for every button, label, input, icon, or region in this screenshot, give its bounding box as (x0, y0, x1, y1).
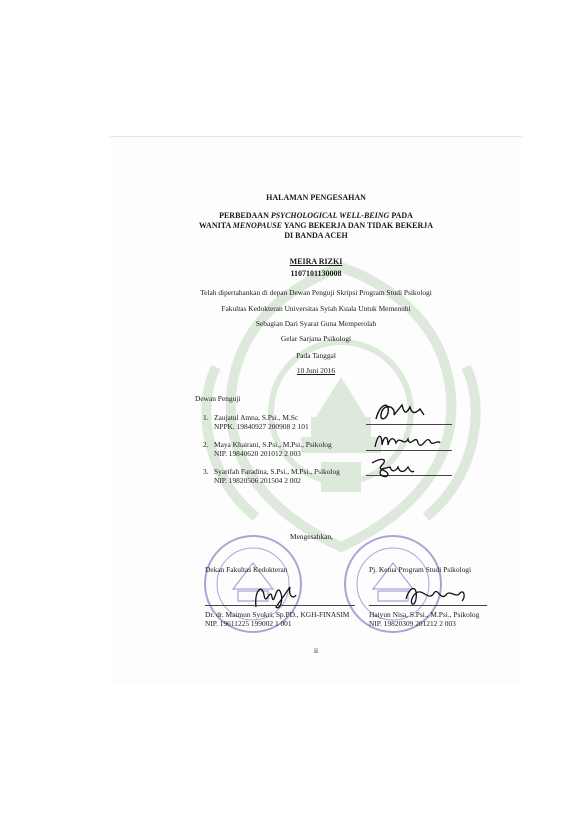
examiner-name: Zaujatul Amna, S.Psi., M.Sc (214, 413, 299, 422)
examiner-number: 1. (203, 413, 209, 422)
statement-line-1: Telah dipertahankan di depan Dewan Penguji Skripsi Program Studi Psikologi (200, 288, 432, 297)
program-head-signature (400, 579, 470, 613)
examiner-id: NIP. 19840620 201012 2 003 (214, 449, 301, 458)
statement-line-3: Sebagian Dari Syarat Guna Memperolah (255, 319, 377, 328)
statement-line-4: Gelar Sarjana Psikologi (280, 334, 352, 343)
approval-heading: Mengesahkan, (290, 532, 333, 541)
date-value (110, 366, 522, 375)
thesis-title-text: YANG BEKERJA DAN TIDAK BEKERJA (281, 221, 434, 230)
page-title: HALAMAN PENGESAHAN (266, 193, 366, 202)
examiner-id: NIP. 19820506 201504 2 002 (214, 476, 301, 485)
dean-role: Dekan Fakultas Kedokteran (205, 565, 288, 574)
dean-id: NIP. 19611225 199002 1 001 (205, 619, 292, 628)
signature-line (369, 605, 487, 606)
statement-line-2: Fakultas Kedokteran Universitas Syiah Kuala Untuk Memenuhi (221, 304, 411, 313)
thesis-title-text: PADA (389, 211, 413, 220)
program-head-name: Haiyun Nisa, S.Psi., M.Psi., Psikolog (369, 610, 480, 619)
dean-name: Dr. dr. Maimun Syukri, Sp.PD., KGH-FINASIM (205, 610, 350, 619)
examiner-name: Maya Khairani, S.Psi., M.Psi., Psikolog (214, 440, 332, 449)
author-name-text: MEIRA RIZKI (289, 257, 343, 266)
author-name (110, 257, 522, 267)
thesis-title-line-2 (110, 221, 522, 231)
examiner-1-signature (372, 399, 432, 425)
thesis-title-text: WANITA (198, 221, 233, 230)
thesis-title-line-1 (110, 211, 522, 221)
date-value-text: 10 Juni 2016 (296, 366, 336, 375)
program-head-role: Pj. Ketua Program Studi Psikologi (369, 565, 472, 574)
thesis-title-line-3: DI BANDA ACEH (284, 231, 348, 240)
examiner-number: 3. (203, 467, 209, 476)
examiners-heading: Dewan Penguji (195, 394, 241, 403)
date-label: Pada Tanggal (296, 351, 336, 360)
examiner-name: Syarifah Faradina, S.Psi., M.Psi., Psikolog (214, 467, 340, 476)
thesis-title-italic: PSYCHOLOGICAL WELL-BEING (270, 211, 390, 220)
author-nim: 1107101130008 (290, 269, 342, 278)
examiner-number: 2. (203, 440, 209, 449)
examiner-id: NPPK. 19840927 200908 2 101 (214, 422, 309, 431)
thesis-title-text: PERBEDAAN (219, 211, 271, 220)
signature-line (205, 605, 355, 606)
examiner-3-signature (368, 455, 418, 479)
page-number: ii (313, 646, 319, 655)
program-head-id: NIP. 19820309 201212 2 003 (369, 619, 456, 628)
document-page (110, 136, 522, 683)
examiner-2-signature (372, 429, 444, 453)
thesis-title-italic: MENOPAUSE (232, 221, 282, 230)
